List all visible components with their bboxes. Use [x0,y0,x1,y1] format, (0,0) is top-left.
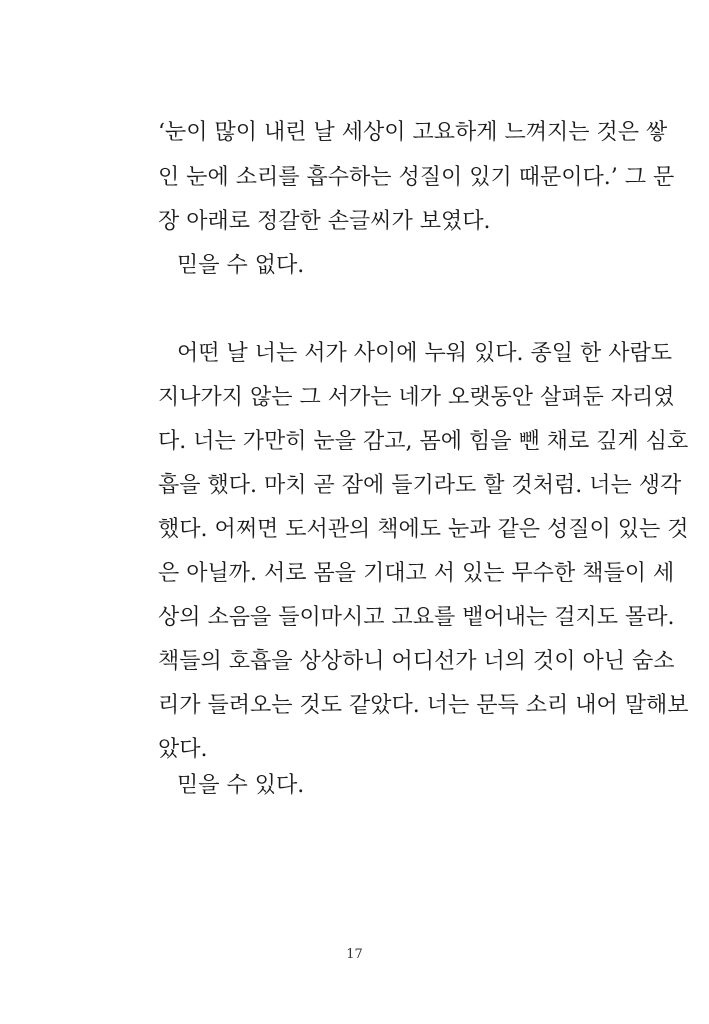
text-line: 장 아래로 정갈한 손글씨가 보였다. [158,209,491,234]
text-line: 믿을 수 없다. [177,253,305,278]
text-line: 상의 소음을 들이마시고 고요를 뱉어내는 걸지도 몰라. [158,605,675,630]
text-line: 은 아닐까. 서로 몸을 기대고 서 있는 무수한 책들이 세 [158,561,675,586]
text-line: 믿을 수 있다. [177,773,305,798]
text-line: 어떤 날 너는 서가 사이에 누워 있다. 종일 한 사람도 [177,341,672,366]
text-line: 았다. [158,737,208,762]
page-number: 17 [346,947,363,962]
text-line: 인 눈에 소리를 흡수하는 성질이 있기 때문이다.’ 그 문 [158,165,675,190]
text-line: 다. 너는 가만히 눈을 감고, 몸에 힘을 뺀 채로 깊게 심호 [158,429,689,454]
text-line: ‘눈이 많이 내린 날 세상이 고요하게 느껴지는 것은 쌓 [158,120,668,145]
text-line: 리가 들려오는 것도 같았다. 너는 문득 소리 내어 말해보 [158,693,689,718]
text-line: 지나가지 않는 그 서가는 네가 오랫동안 살펴둔 자리였 [158,385,675,410]
text-line: 흡을 했다. 마치 곧 잠에 들기라도 할 것처럼. 너는 생각 [158,473,682,498]
text-line: 책들의 호흡을 상상하니 어디선가 너의 것이 아닌 숨소 [158,649,675,674]
text-line: 했다. 어쩌면 도서관의 책에도 눈과 같은 성질이 있는 것 [158,517,689,542]
